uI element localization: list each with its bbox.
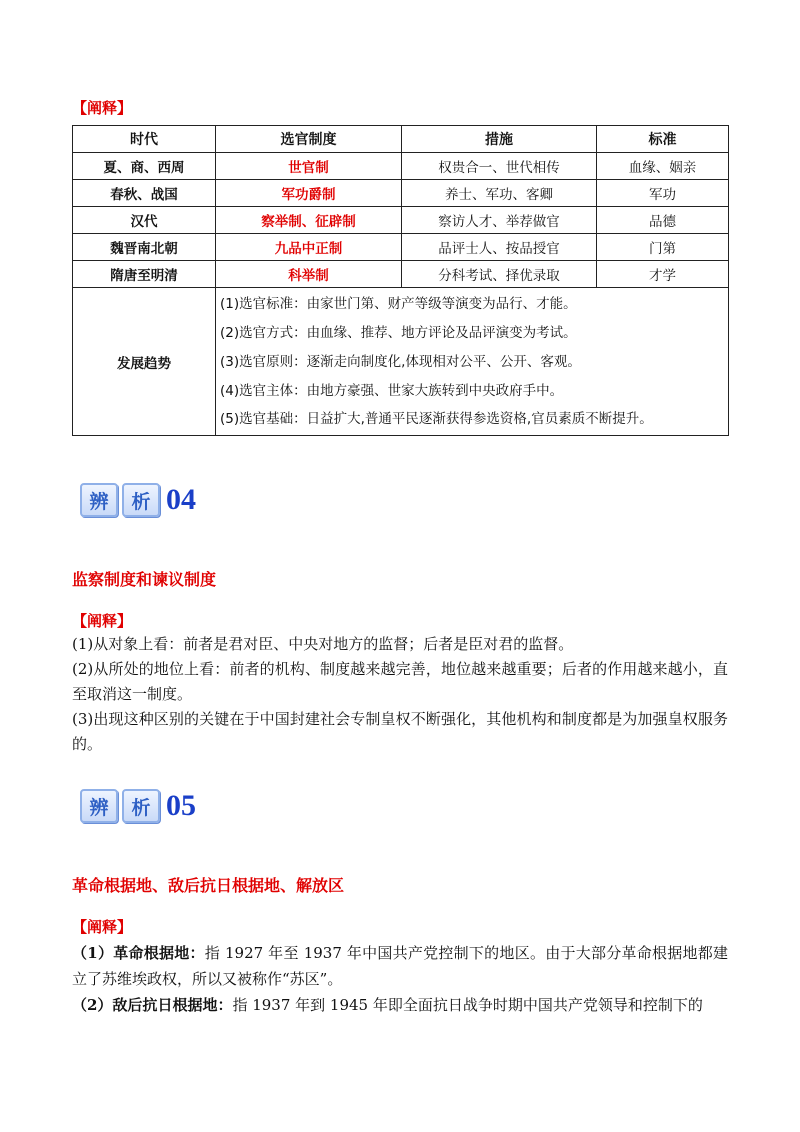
paragraph (72, 992, 728, 1018)
system-cell: 九品中正制 (216, 234, 402, 261)
official-selection-table (72, 125, 729, 436)
measure-cell: 权贵合一、世代相传 (402, 153, 597, 180)
header-era: 时代 (73, 126, 216, 153)
measure-cell: 品评士人、按品授官 (402, 234, 597, 261)
paragraph: (3)出现这种区别的关键在于中国封建社会专制皇权不断强化，其他机构和制度都是为加强皇权服务的。 (72, 710, 728, 753)
paragraph (72, 940, 728, 992)
trend-item: (4)选官主体：由地方豪强、世家大族转到中央政府手中。 (220, 383, 564, 399)
item-body: 指 1937 年到 1945 年即全面抗日战争时期中国共产党领导和控制下的 (232, 996, 703, 1014)
section-label: 【阐释】 (72, 612, 133, 630)
standard-cell: 门第 (597, 234, 729, 261)
badge-number: 05 (166, 789, 196, 822)
header-measure: 措施 (402, 126, 597, 153)
section2-body (72, 632, 728, 757)
standard-cell: 品德 (597, 207, 729, 234)
table-row (73, 153, 729, 180)
badge-char: 析 (122, 789, 160, 823)
era-cell: 春秋、战国 (73, 180, 216, 207)
badge-char: 辨 (80, 789, 118, 823)
section-label: 【阐释】 (72, 99, 133, 117)
trend-item: (5)选官基础：日益扩大,普通平民逐渐获得参选资格,官员素质不断提升。 (220, 411, 653, 427)
standard-cell: 血缘、姻亲 (597, 153, 729, 180)
measure-cell: 察访人才、举荐做官 (402, 207, 597, 234)
header-standard: 标准 (597, 126, 729, 153)
table-row (73, 261, 729, 288)
system-cell: 察举制、征辟制 (216, 207, 402, 234)
section3-body (72, 940, 728, 1018)
table-row (73, 180, 729, 207)
section-title: 监察制度和谏议制度 (72, 570, 217, 589)
trend-item: (1)选官标准：由家世门第、财产等级等演变为品行、才能。 (220, 296, 577, 312)
badge-char: 辨 (80, 483, 118, 517)
trend-item: (2)选官方式：由血缘、推荐、地方评论及品评演变为考试。 (220, 325, 577, 341)
table-row (73, 207, 729, 234)
badge-number: 04 (166, 483, 196, 516)
section-label: 【阐释】 (72, 918, 133, 936)
measure-cell: 养士、军功、客卿 (402, 180, 597, 207)
item-head: （2）敌后抗日根据地： (72, 996, 233, 1014)
system-cell: 军功爵制 (216, 180, 402, 207)
paragraph: (1)从对象上看：前者是君对臣、中央对地方的监督；后者是臣对君的监督。 (72, 635, 574, 653)
badge-04 (80, 483, 196, 517)
era-cell: 隋唐至明清 (73, 261, 216, 288)
era-cell: 魏晋南北朝 (73, 234, 216, 261)
era-cell: 夏、商、西周 (73, 153, 216, 180)
trend-item: (3)选官原则：逐渐走向制度化,体现相对公平、公开、客观。 (220, 354, 581, 370)
standard-cell: 才学 (597, 261, 729, 288)
item-body: 指 1927 年至 1937 年中国共产党控制下的地区。由于大部分革命根据地都建立了苏维埃政权，所以又被称作“苏区”。 (72, 944, 728, 988)
header-system: 选官制度 (216, 126, 402, 153)
item-head: （1）革命根据地： (72, 944, 205, 962)
measure-cell: 分科考试、择优录取 (402, 261, 597, 288)
system-cell: 科举制 (216, 261, 402, 288)
table-header-row (73, 126, 729, 153)
badge-05 (80, 789, 196, 823)
system-cell: 世官制 (216, 153, 402, 180)
table-row (73, 234, 729, 261)
trend-row (73, 288, 729, 436)
trend-list (216, 288, 729, 436)
era-cell: 汉代 (73, 207, 216, 234)
paragraph: (2)从所处的地位上看：前者的机构、制度越来越完善，地位越来越重要；后者的作用越来越小，直至取消这一制度。 (72, 660, 728, 703)
badge-char: 析 (122, 483, 160, 517)
trend-label: 发展趋势 (73, 288, 216, 436)
section-title: 革命根据地、敌后抗日根据地、解放区 (72, 876, 345, 895)
standard-cell: 军功 (597, 180, 729, 207)
